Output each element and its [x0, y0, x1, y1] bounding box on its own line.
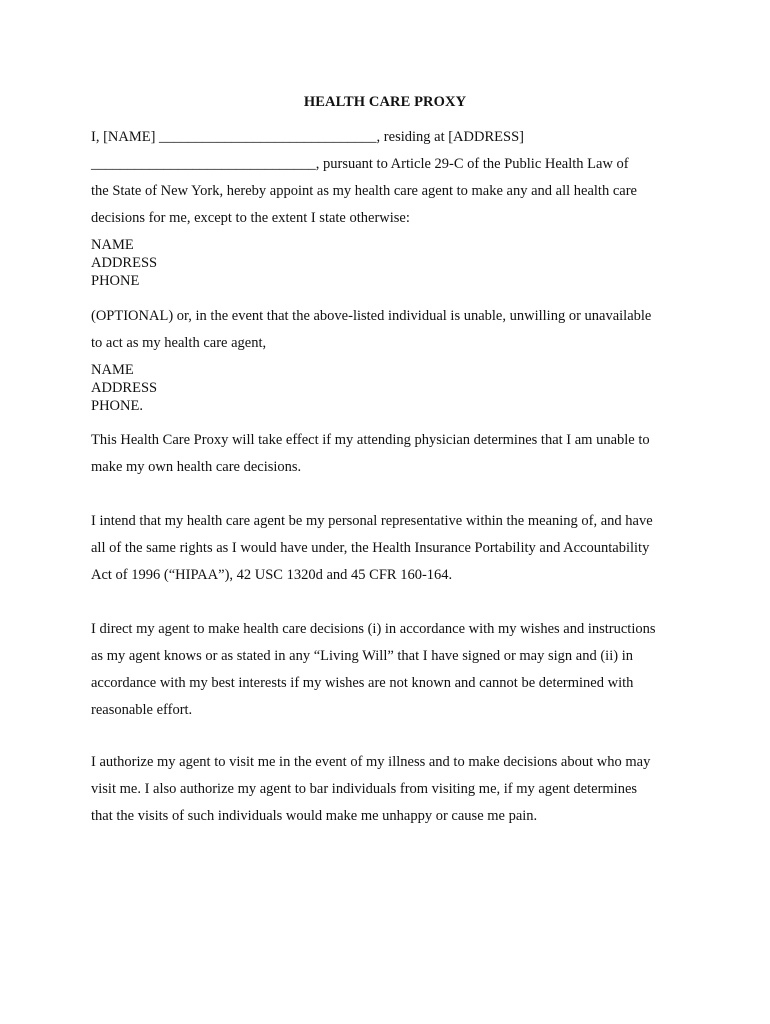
- direct-line: I direct my agent to make health care decisions (i) in accordance with my wishes and instructions: [91, 621, 656, 637]
- visit-paragraph: [91, 749, 691, 830]
- intro-line: I, [NAME] ______________________________, residing at [ADDRESS]: [91, 129, 524, 145]
- agent-phone-label: PHONE: [91, 273, 140, 289]
- agent-name-label: NAME: [91, 237, 134, 253]
- effect-paragraph: [91, 427, 691, 481]
- alternate-phone-label: PHONE.: [91, 398, 143, 414]
- agent-address-label: ADDRESS: [91, 255, 158, 271]
- visit-line: that the visits of such individuals would make me unhappy or cause me pain.: [91, 808, 538, 824]
- direct-line: accordance with my best interests if my wishes are not known and cannot be determined with: [91, 675, 634, 691]
- direct-paragraph: [91, 616, 691, 724]
- alternate-name-label: NAME: [91, 362, 134, 378]
- optional-line: (OPTIONAL) or, in the event that the above-listed individual is unable, unwilling or unavailable: [91, 308, 652, 324]
- intro-line: the State of New York, hereby appoint as my health care agent to make any and all health care: [91, 183, 637, 199]
- intro-line: _______________________________, pursuant to Article 29-C of the Public Health Law of: [91, 156, 629, 172]
- optional-paragraph: [91, 303, 691, 357]
- optional-line: to act as my health care agent,: [91, 335, 267, 351]
- direct-line: as my agent knows or as stated in any “Living Will” that I have signed or may sign and (ii) in: [91, 648, 633, 664]
- visit-line: I authorize my agent to visit me in the event of my illness and to make decisions about who may: [91, 754, 651, 770]
- document-title: HEALTH CARE PROXY: [303, 94, 467, 110]
- hipaa-line: Act of 1996 (“HIPAA”), 42 USC 1320d and 45 CFR 160-164.: [91, 567, 453, 583]
- alternate-address-label: ADDRESS: [91, 380, 158, 396]
- intro-line: decisions for me, except to the extent I state otherwise:: [91, 210, 410, 226]
- hipaa-line: all of the same rights as I would have under, the Health Insurance Portability and Accountability: [91, 540, 650, 556]
- effect-line: make my own health care decisions.: [91, 459, 302, 475]
- hipaa-line: I intend that my health care agent be my personal representative within the meaning of, and have: [91, 513, 653, 529]
- alternate-contact-block: [91, 361, 157, 415]
- hipaa-paragraph: [91, 508, 691, 589]
- direct-line: reasonable effort.: [91, 702, 193, 718]
- agent-contact-block: [91, 236, 157, 290]
- effect-line: This Health Care Proxy will take effect if my attending physician determines that I am unable to: [91, 432, 650, 448]
- intro-paragraph: [91, 124, 691, 232]
- visit-line: visit me. I also authorize my agent to bar individuals from visiting me, if my agent determines: [91, 781, 638, 797]
